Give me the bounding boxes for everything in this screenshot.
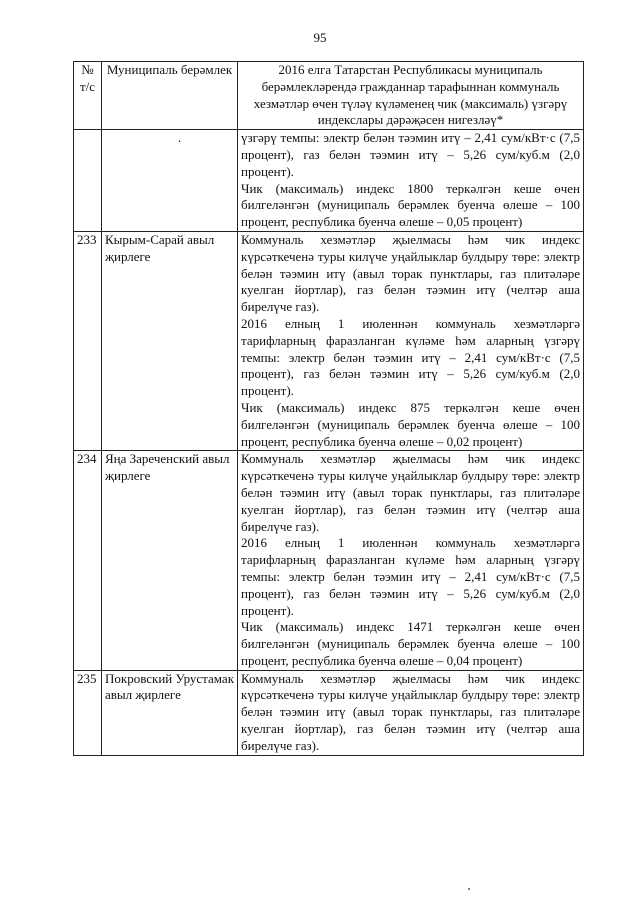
municipality-name xyxy=(102,670,238,755)
justification-paragraph: Коммуналь хезмәтләр җыелмасы һәм чик индекс күрсәткеченә туры килүче уңайлыклар булдыру төре: электр белән тәэмин итү (авыл торак пунктлары, газ плитәләре куелган йортлар), газ белән тәэмин итү (челтәр аша бирелүче газ). xyxy=(241,670,580,753)
justification-paragraph: Чик (максималь) индекс 1800 теркәлгән кеше өчен билгеләнгән (муниципаль берәмлек буенча өлеше – 100 процент, республика буенча өлеше – 0,05 процент) xyxy=(241,180,580,230)
justification-paragraph: 2016 елның 1 июленнән коммуналь хезмәтләргә тарифларның фаразланган күләме һәм аларның үзгәрү темпы: электр белән тәэмин итү – 2,41 сум/кВт·с (7,5 процент), газ белән тәэмин итү – 5,26 сум/куб.м (2,0 процент). xyxy=(241,535,580,618)
justification-paragraph: Коммуналь хезмәтләр җыелмасы һәм чик индекс күрсәткеченә туры килүче уңайлыклар булдыру төре: электр белән тәэмин итү (авыл торак пунктлары, газ плитәләре куелган йортлар), газ белән тәэмин итү (челтәр аша бирелүче газ). xyxy=(241,451,580,534)
table-row xyxy=(74,670,584,755)
table-body xyxy=(74,130,584,755)
municipality-name-text: . xyxy=(177,130,182,146)
justification-text xyxy=(238,670,584,755)
justification-paragraph: Коммуналь хезмәтләр җыелмасы һәм чик индекс күрсәткеченә туры килүче уңайлыклар булдыру төре: электр белән тәэмин итү (авыл торак пунктлары, газ плитәләре куелган йортлар), газ белән тәэмин итү (челтәр аша бирелүче газ). xyxy=(241,231,580,315)
header-number-column: № т/с xyxy=(74,62,102,130)
municipality-name-text: Яңа Зареченский авыл җирлеге xyxy=(105,451,230,484)
justification-text xyxy=(238,451,584,670)
header-title-column: 2016 елга Татарстан Республикасы муниципаль берәмлекләрендә гражданнар тарафыннан коммуналь хезмәтләр өчен түләү күләменең чик (максималь) үзгәрү индекслары дәрәҗәсен нигезләү* xyxy=(238,62,584,130)
row-number: 234 xyxy=(74,451,102,670)
justification-paragraph: Чик (максималь) индекс 1471 теркәлгән кеше өчен билгеләнгән (муниципаль берәмлек буенча өлеше – 100 процент, республика буенча өлеше – 0,04 процент) xyxy=(241,619,580,668)
table-header-row xyxy=(74,62,584,130)
table-row xyxy=(74,231,584,450)
scan-speck xyxy=(468,888,470,890)
tariff-index-table xyxy=(73,61,584,756)
municipality-name xyxy=(102,130,238,232)
justification-text xyxy=(238,130,584,232)
header-municipality-column: Муниципаль берәмлек xyxy=(102,62,238,130)
justification-paragraph: Чик (максималь) индекс 875 теркәлгән кеше өчен билгеләнгән (муниципаль берәмлек буенча өлеше – 100 процент, республика буенча өлеше – 0,02 процент) xyxy=(241,399,580,449)
justification-paragraph: 2016 елның 1 июленнән коммуналь хезмәтләргә тарифларның фаразланган күләме һәм аларның үзгәрү темпы: электр белән тәэмин итү – 2,41 сум/кВт·с (7,5 процент), газ белән тәэмин итү – 5,26 сум/куб.м (2,0 процент). xyxy=(241,315,580,399)
municipality-name xyxy=(102,231,238,450)
justification-paragraph: үзгәрү темпы: электр белән тәэмин итү – 2,41 сум/кВт·с (7,5 процент), газ белән тәэмин итү – 5,26 сум/куб.м (2,0 процент). xyxy=(241,130,580,179)
row-number: 235 xyxy=(74,670,102,755)
municipality-name xyxy=(102,451,238,670)
municipality-name-text: Кырым-Сарай авыл җирлеге xyxy=(105,231,215,264)
table-row xyxy=(74,451,584,670)
row-number xyxy=(74,130,102,232)
table-row xyxy=(74,130,584,232)
municipality-name-text: Покровский Урустамак авыл җирлеге xyxy=(105,670,235,703)
justification-text xyxy=(238,231,584,450)
page-number: 95 xyxy=(313,30,327,45)
row-number: 233 xyxy=(74,231,102,450)
